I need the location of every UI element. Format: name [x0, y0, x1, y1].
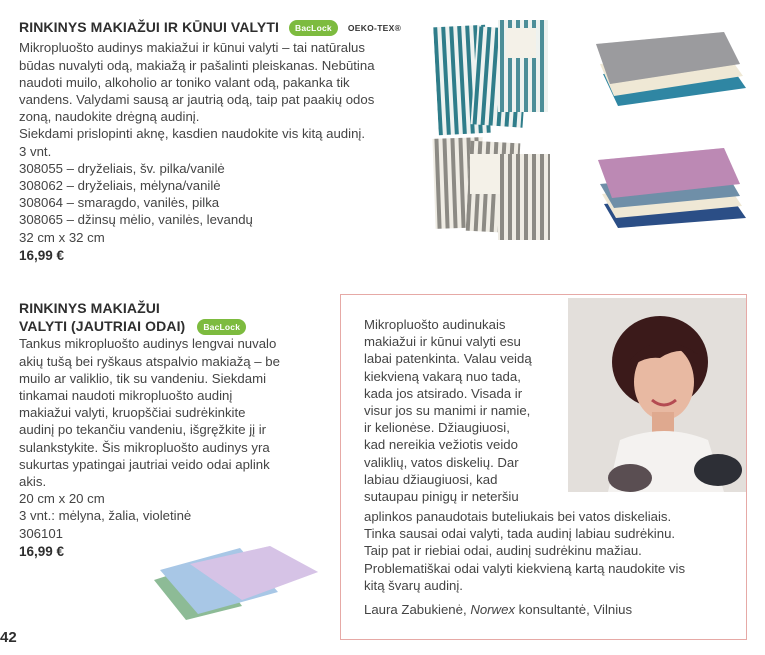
product2-block	[19, 299, 339, 559]
text-line: kada jos atsirado. Visada ir	[364, 385, 523, 401]
testimonial-text-narrow	[364, 316, 564, 505]
product2-cloths-image	[150, 540, 325, 620]
text-line: labiau džiaugiuosi, kad	[364, 471, 498, 487]
text-line: makiažui valyti, kruopščiai sudrėkinkite	[19, 405, 246, 421]
text-line: Mikropluošto audinys makiažui ir kūnui valyti – tai natūralus	[19, 40, 365, 56]
author-brand: Norwex	[470, 602, 516, 618]
text-line: ir kelionėse. Džiaugiuosi,	[364, 420, 510, 436]
text-line: kad nereikia vežiotis veido	[364, 437, 518, 453]
testimonial-author	[364, 601, 740, 618]
text-line: akių tušą bei ryškaus atspalvio makiažą – be	[19, 353, 280, 369]
product-code-line: 308062 – dryželiais, mėlyna/vanilė	[19, 177, 221, 193]
consultant-photo	[568, 298, 746, 492]
text-line: Siekdami prislopinti aknę, kasdien naudokite vis kitą audinį.	[19, 126, 365, 142]
text-line: 3 vnt.	[19, 143, 52, 159]
product2-title-line2	[19, 317, 339, 335]
product1-description	[19, 39, 431, 245]
product2-title-line1: RINKINYS MAKIAŽUI	[19, 300, 160, 316]
product1-block	[19, 18, 431, 263]
text-line: tinkamai naudoti mikropluošto audinį	[19, 387, 233, 403]
product2-title	[19, 299, 339, 335]
page-number: 42	[0, 629, 17, 646]
text-line: sutaupau pinigų ir neteršiu	[364, 489, 519, 505]
baclock-badge: BacLock	[197, 319, 246, 335]
product1-towels-image	[428, 14, 758, 246]
baclock-badge: BacLock	[289, 20, 338, 36]
text-line: muilo ar valiklio, tik su vandeniu. Siekdami	[19, 370, 267, 386]
text-line: akis.	[19, 473, 47, 489]
grey-striped-towels	[432, 137, 550, 240]
product1-price: 16,99 €	[19, 247, 65, 263]
teal-striped-towels	[433, 20, 548, 135]
author-role: konsultantė, Vilnius	[515, 602, 633, 618]
product-code-line: 306101	[19, 525, 64, 541]
product-code-line: 308064 – smaragdo, vanilės, pilka	[19, 195, 220, 211]
text-line: Taip pat ir riebiai odai, audinį sudrėkinu mažiau.	[364, 543, 642, 559]
text-line: zoną, naudokite drėgną audinį.	[19, 109, 200, 125]
text-line: Mikropluošto audinukais	[364, 317, 506, 332]
text-line: aplinkos panaudotais buteliukais bei vatos diskeliais.	[364, 509, 672, 524]
text-line: audinį po tekančiu vandeniu, išgręžkite jį ir	[19, 422, 267, 438]
product1-title: RINKINYS MAKIAŽUI IR KŪNUI VALYTI	[19, 19, 279, 35]
text-line: sukurtas ypatingai jautriai veido odai aplink	[19, 456, 270, 472]
size-line: 20 cm x 20 cm	[19, 491, 105, 507]
text-line: makiažui ir kūnui valyti esu	[364, 334, 521, 350]
text-line: labai patenkinta. Valau veidą	[364, 351, 532, 367]
text-line: kitą švarų audinį.	[364, 577, 463, 593]
text-line: naudoti muilo, alkoholio ar toniko valant odą, pakanka tik	[19, 74, 350, 90]
solid-grey-towel-stack	[596, 32, 746, 106]
text-line: Tankus mikropluošto audinys lengvai nuvalo	[19, 336, 277, 352]
text-line: Tinka sausai odai valyti, tada audinį labiau sudrėkinu.	[364, 526, 676, 542]
oekotex-badge: OEKO-TEX®	[347, 23, 402, 34]
size-line: 32 cm x 32 cm	[19, 229, 105, 245]
text-line: sulankstykite. Šis mikropluošto audinys yra	[19, 439, 270, 455]
author-name: Laura Zabukienė,	[364, 602, 471, 618]
lavender-towel-stack	[598, 148, 746, 228]
text-line: valiklių, vatos diskelių. Dar	[364, 454, 519, 470]
product-code-line: 308065 – džinsų mėlio, vanilės, levandų	[19, 212, 253, 228]
text-line: vandens. Valydami sausą ar jautrią odą, taip pat paakių odos	[19, 91, 375, 107]
product-code-line: 308055 – dryželiais, šv. pilka/vanilė	[19, 160, 225, 176]
product2-description	[19, 335, 339, 541]
product2-title-line2-text: VALYTI (JAUTRIAI ODAI)	[19, 318, 186, 334]
color-line: 3 vnt.: mėlyna, žalia, violetinė	[19, 508, 192, 524]
testimonial-text-wide	[364, 508, 740, 618]
text-line: visur jos su manimi ir namie,	[364, 403, 531, 419]
text-line: kiekvieną vakarą nuo tada,	[364, 368, 521, 384]
product2-price: 16,99 €	[19, 543, 65, 559]
text-line: būdas nuvalyti odą, makiažą ir pašalinti pleiskanas. Nebūtina	[19, 57, 375, 73]
product1-title-row	[19, 18, 431, 37]
text-line: Problematiškai odai valyti kiekvieną kartą naudokite vis	[364, 560, 686, 576]
